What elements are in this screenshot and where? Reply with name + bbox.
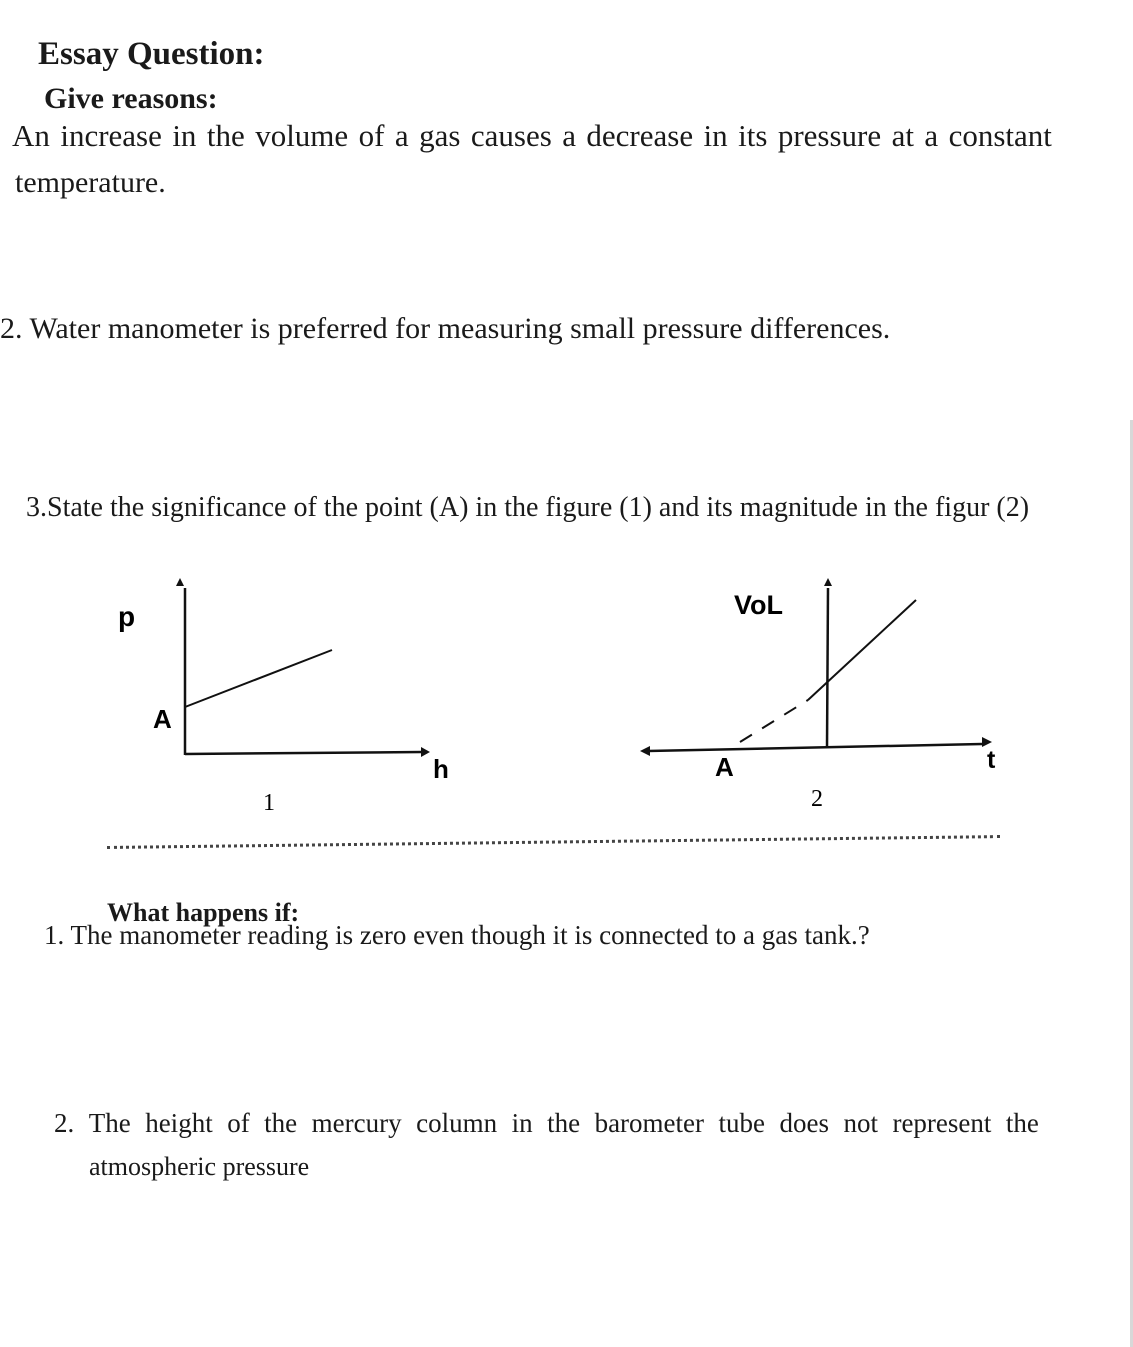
- what-happens-item-2-line-2: atmospheric pressure: [89, 1152, 310, 1181]
- what-happens-item-1: 1. The manometer reading is zero even though it is connected to a gas tank.?: [44, 920, 870, 950]
- figure-2: [630, 570, 1030, 820]
- fig1-x-arrowhead: [421, 747, 430, 757]
- question-1-line-2: temperature.: [15, 166, 166, 199]
- fig2-extrapolation-dash: [740, 700, 808, 742]
- fig2-point-label: A: [715, 752, 734, 782]
- what-happens-item-2-line-1: 2. The height of the mercury column in the barometer tube does not represent the: [54, 1108, 1039, 1138]
- question-1-line-1: An increase in the volume of a gas causes a decrease in its pressure at a constant: [12, 118, 1052, 153]
- fig2-x-left-arrowhead: [640, 746, 650, 756]
- fig2-y-arrowhead: [824, 578, 832, 586]
- fig1-caption: 1: [263, 790, 275, 816]
- question-2: 2. Water manometer is preferred for measuring small pressure differences.: [0, 312, 891, 345]
- fig2-caption: 2: [811, 786, 823, 812]
- fig1-y-arrowhead: [176, 578, 184, 586]
- answer-dotted-line: [107, 835, 1000, 849]
- what-happens-heading: What happens if:: [107, 898, 300, 927]
- fig1-graph-line: [185, 650, 332, 707]
- fig2-y-axis: [827, 588, 828, 748]
- fig1-x-axis: [185, 752, 422, 754]
- fig2-graph-line: [808, 600, 916, 700]
- fig1-point-label: A: [153, 704, 172, 734]
- fig2-x-axis: [648, 744, 982, 751]
- fig2-x-label: t: [987, 746, 996, 774]
- fig1-x-label: h: [433, 754, 449, 784]
- essay-question-title: Essay Question:: [38, 36, 265, 72]
- figure-1: [100, 570, 480, 820]
- fig1-y-label: p: [118, 601, 136, 632]
- fig2-y-label: VoL: [734, 590, 783, 620]
- give-reasons-heading: Give reasons:: [44, 82, 218, 115]
- question-3: 3.State the significance of the point (A) in the figure (1) and its magnitude in the figur (2): [26, 492, 1030, 523]
